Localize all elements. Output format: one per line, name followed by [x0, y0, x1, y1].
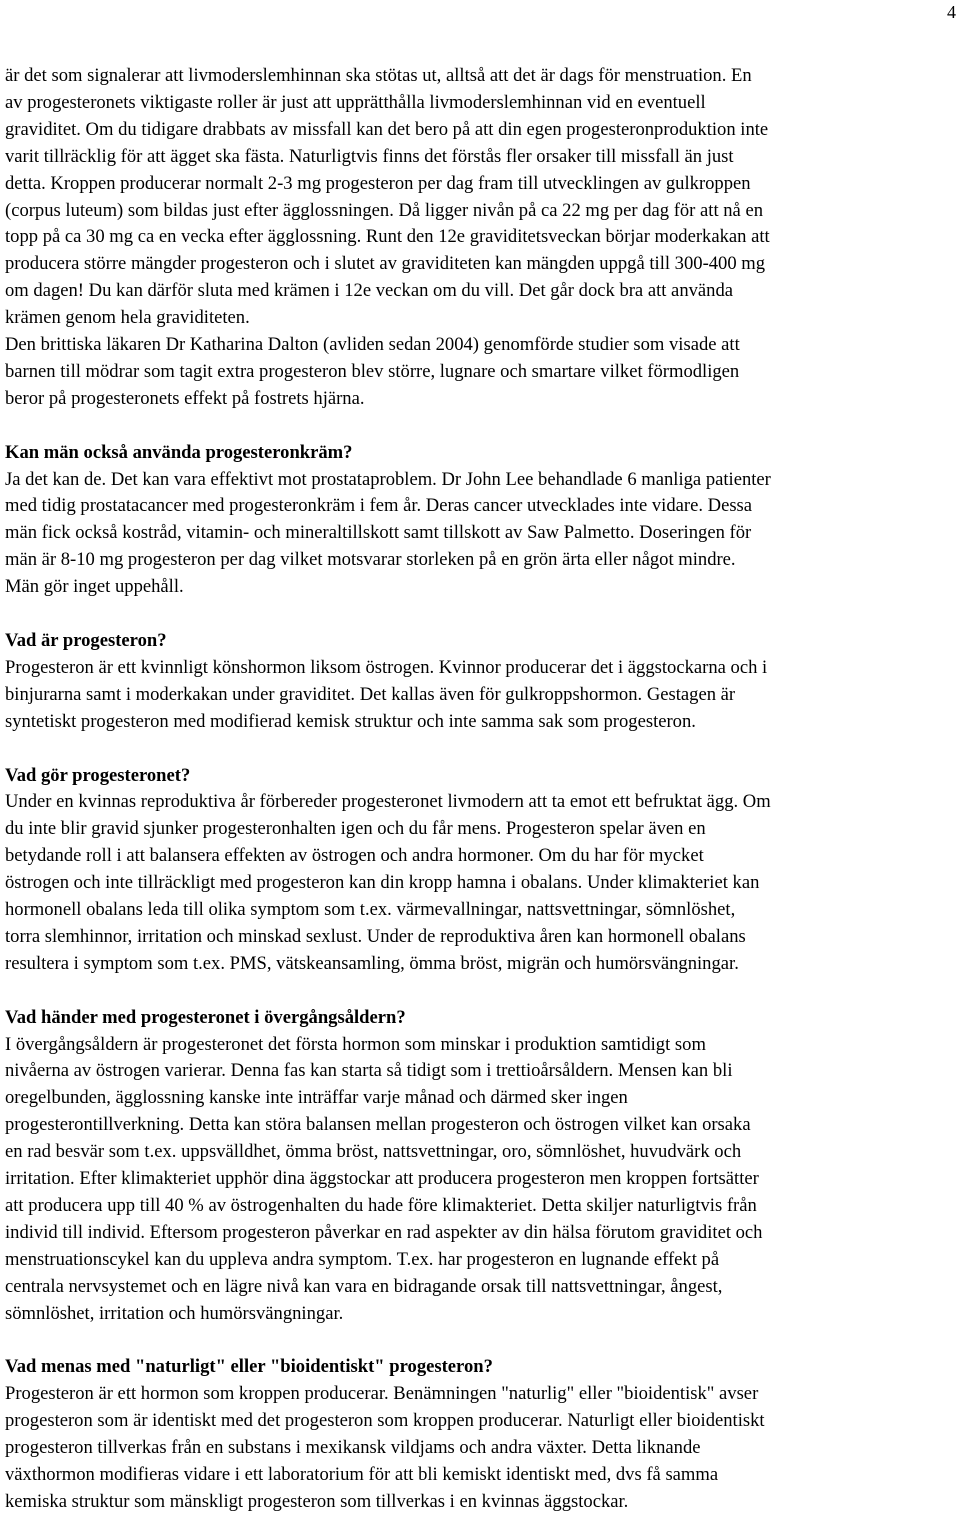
text-line: är det som signalerar att livmoderslemhinnan ska stötas ut, alltså att det är dags för menstruation. En — [5, 65, 752, 86]
page-number: 4 — [947, 2, 956, 22]
text-line: syntetiskt progesteron med modifierad kemisk struktur och inte samma sak som progesteron. — [5, 710, 696, 732]
section-heading: Kan män också använda progesteronkräm? — [5, 441, 353, 463]
section-paragraph — [5, 789, 955, 977]
text-line: binjurarna samt i moderkakan under graviditet. Det kallas även för gulkroppshormon. Gestagen är — [5, 683, 736, 705]
text-line: att producera upp till 40 % av östrogenhalten du hade före klimakteriet. Detta skiljer naturligtvis från — [5, 1195, 757, 1216]
document-body — [5, 63, 955, 1516]
text-line: betydande roll i att balansera effekten av östrogen och andra hormoner. Om du har för mycket — [5, 845, 704, 867]
text-line: östrogen och inte tillräckligt med progesteron kan din kropp hamna i obalans. Under klimakteriet kan — [5, 872, 760, 894]
text-line: resultera i symptom som t.ex. PMS, vätskeansamling, ömma bröst, migrän och humörsvängningar. — [5, 952, 739, 974]
text-line: Ja det kan de. Det kan vara effektivt mot prostataproblem. Dr John Lee behandlade 6 manliga patienter — [5, 468, 771, 490]
text-line: män är 8-10 mg progesteron per dag vilket motsvarar storleken på en grön ärta eller något mindre. — [5, 549, 736, 571]
text-line: med tidig prostatacancer med progesteronkräm i fem år. Deras cancer utvecklades inte vidare. Dessa — [5, 495, 753, 517]
text-line: (corpus luteum) som bildas just efter ägglossningen. Då ligger nivån på ca 22 mg per dag för att nå en — [5, 199, 764, 221]
text-line: av progesteronets viktigaste roller är just att upprätthålla livmoderslemhinnan vid en eventuell — [5, 91, 706, 113]
text-line: du inte blir gravid sjunker progesteronhalten igen och du får mens. Progesteron spelar även en — [5, 818, 706, 840]
section-paragraph — [5, 1032, 955, 1328]
text-line: torra slemhinnor, irritation och minskad sexlust. Under de reproduktiva åren kan hormonell obalans — [5, 925, 746, 947]
section-paragraph — [5, 467, 955, 602]
text-line: Män gör inget uppehåll. — [5, 576, 184, 598]
paragraph-gap — [5, 1328, 955, 1355]
text-line: nivåerna av östrogen varierar. Denna fas kan starta så tidigt som i trettioårsåldern. Mensen kan bli — [5, 1060, 733, 1082]
section-what-is — [5, 628, 955, 736]
section-what-does — [5, 763, 955, 978]
text-line: graviditet. Om du tidigare drabbats av missfall kan det bero på att din egen progesteronproduktion inte — [5, 118, 769, 140]
text-line: irritation. Efter klimakteriet upphör dina äggstockar att producera progesteron men kroppen fortsätter — [5, 1168, 759, 1190]
paragraph-gap — [5, 601, 955, 628]
intro-paragraph — [5, 63, 955, 413]
text-line: växthormon modifieras vidare i ett laboratorium för att bli kemiskt identiskt med, dvs få samma — [5, 1464, 719, 1486]
text-line: Progesteron är ett kvinnligt könshormon liksom östrogen. Kvinnor producerar det i äggstockarna och i — [5, 656, 768, 678]
text-line: menstruationscykel kan du uppleva andra symptom. T.ex. har progesteron en lugnande effekt på — [5, 1248, 720, 1270]
section-heading: Vad är progesteron? — [5, 630, 167, 651]
text-line: varit tillräcklig för att ägget ska fästa. Naturligtvis finns det förstås fler orsaker till missfall än just — [5, 145, 734, 167]
text-line: Progesteron är ett hormon som kroppen producerar. Benämningen "naturlig" eller "bioidentisk" avser — [5, 1383, 759, 1405]
text-line: producera större mängder progesteron och i slutet av graviditeten kan mängden uppgå till 300-400 mg — [5, 253, 766, 275]
text-line: sömnlöshet, irritation och humörsvängningar. — [5, 1302, 344, 1324]
paragraph-gap — [5, 413, 955, 440]
paragraph-gap — [5, 736, 955, 763]
text-line: progesteron tillverkas från en substans i mexikansk vildjams och andra växter. Detta liknande — [5, 1437, 701, 1459]
paragraph-gap — [5, 978, 955, 1005]
section-heading: Vad gör progesteronet? — [5, 764, 191, 786]
text-line: detta. Kroppen producerar normalt 2-3 mg progesteron per dag fram till utvecklingen av gulkroppen — [5, 172, 751, 194]
text-line: män fick också kostråd, vitamin- och mineraltillskott samt tillskott av Saw Palmetto. Doseringen för — [5, 522, 752, 544]
text-line: progesteron som är identiskt med det progesteron som kroppen producerar. Naturligt eller bioidentiskt — [5, 1410, 765, 1432]
text-line: Den brittiska läkaren Dr Katharina Dalton (avliden sedan 2004) genomförde studier som visade att — [5, 334, 740, 356]
section-heading: Vad menas med "naturligt" eller "bioidentiskt" progesteron? — [5, 1356, 493, 1378]
text-line: hormonell obalans leda till olika symptom som t.ex. värmevallningar, nattsvettningar, sömnlöshet, — [5, 899, 736, 921]
text-line: Under en kvinnas reproduktiva år förbereder progesteronet livmodern att ta emot ett befruktat ägg. Om — [5, 791, 771, 813]
text-line: individ till individ. Eftersom progesteron påverkar en rad aspekter av din hälsa förutom graviditet och — [5, 1221, 763, 1243]
text-line: kemiska struktur som mänskligt progesteron som tillverkas i en kvinnas äggstockar. — [5, 1490, 629, 1512]
section-bioidentical — [5, 1354, 955, 1515]
text-line: progesterontillverkning. Detta kan störa balansen mellan progesteron och östrogen vilket kan orsaka — [5, 1114, 751, 1136]
text-line: centrala nervsystemet och en lägre nivå kan vara en bidragande orsak till nattsvettningar, ångest, — [5, 1275, 723, 1297]
text-line: topp på ca 30 mg ca en vecka efter ägglossning. Runt den 12e graviditetsveckan börjar moderkakan att — [5, 226, 770, 248]
text-line: barnen till mödrar som tagit extra progesteron blev större, lugnare och smartare vilket förmodligen — [5, 360, 740, 382]
section-paragraph — [5, 1381, 955, 1516]
text-line: beror på progesteronets effekt på fostrets hjärna. — [5, 387, 365, 409]
text-line: om dagen! Du kan därför sluta med krämen i 12e veckan om du vill. Det går dock bra att använda — [5, 280, 734, 302]
section-heading: Vad händer med progesteronet i övergångsåldern? — [5, 1006, 406, 1028]
text-line: en rad besvär som t.ex. uppsvälldhet, ömma bröst, nattsvettningar, oro, sömnlöshet, huvudvärk och — [5, 1141, 742, 1163]
text-line: oregelbunden, ägglossning kanske inte inträffar varje månad och därmed sker ingen — [5, 1087, 628, 1109]
text-line: I övergångsåldern är progesteronet det första hormon som minskar i produktion samtidigt som — [5, 1033, 706, 1055]
section-menopause — [5, 1005, 955, 1328]
section-men — [5, 440, 955, 601]
text-line: krämen genom hela graviditeten. — [5, 307, 250, 329]
section-paragraph — [5, 655, 955, 736]
